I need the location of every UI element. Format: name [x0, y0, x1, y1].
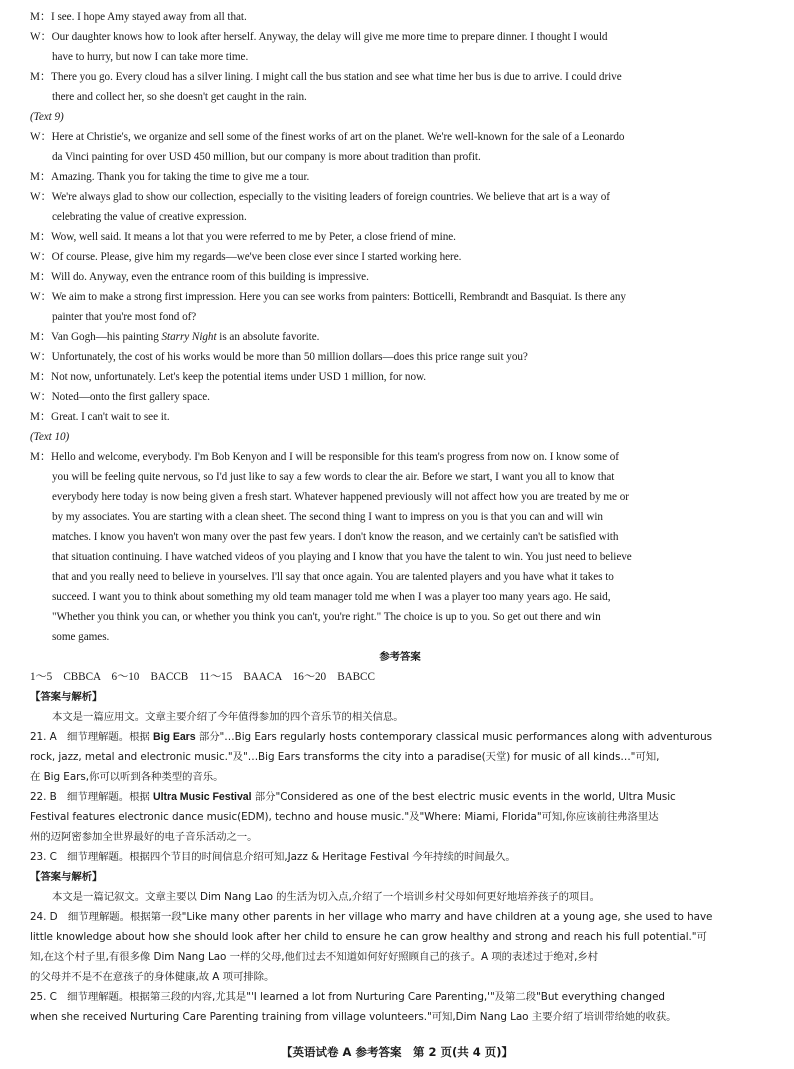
transcript-line: M：Not now, unfortunately. Let's keep the potential items under USD 1 million, for now.: [30, 371, 427, 383]
transcript-line: painter that you're most fond of?: [52, 311, 197, 323]
page-footer: 【英语试卷 A 参考答案 第 2 页(共 4 页)】: [281, 1045, 513, 1059]
monologue-line: you will be feeling quite nervous, so I'd just like to say a few words to clear the air. Before we start, I want you all to know that: [52, 471, 615, 483]
transcript-line: there and collect her, so she doesn't get caught in the rain.: [52, 91, 307, 103]
transcript-line: W：Here at Christie's, we organize and sell some of the finest works of art on the planet. We're well-known for the sale of a Leonardo: [30, 131, 625, 143]
section-tag: 【答案与解析】: [30, 871, 103, 883]
answer-keys: 1～5 CBBCA 6～10 BACCB 11～15 BAACA 16～20 BABCC: [30, 671, 375, 683]
explanation-line: 在 Big Ears,你可以听到各种类型的音乐。: [30, 771, 224, 783]
transcript-line: M：Great. I can't wait to see it.: [30, 411, 170, 423]
explanation-line: 24. D 细节理解题。根据第一段"Like many other parents in her village who marry and have children at a young age, she used to have: [30, 911, 713, 923]
question-text: 部分"Considered as one of the best electric music events in the world, Ultra Music: [251, 791, 676, 803]
explanation-line: 25. C 细节理解题。根据第三段的内容,尤其是"'I learned a lot from Nurturing Care Parenting,'"及第二段"But everything changed: [30, 991, 665, 1003]
keyword: Ultra Music Festival: [153, 791, 252, 803]
transcript-line: W：Noted—onto the first gallery space.: [30, 391, 210, 403]
monologue-line: that situation continuing. I have watched videos of you playing and I know that you have the talent to win. You just need to believe: [52, 551, 632, 563]
monologue-line: that and you really need to believe in yourselves. I'll say that once again. You are talented players and you have what it takes to: [52, 571, 614, 583]
monologue-line: matches. I know you haven't won many over the past few years. I don't know the reason, and we certainly can't be satisfied with: [52, 531, 619, 543]
explanation-line: [30, 787, 770, 807]
monologue-line: everybody here today is now being given a fresh start. Whatever happened previously will not affect how you are treated by me or: [52, 491, 629, 503]
transcript-line: W：Of course. Please, give him my regards—we've been close ever since I started working here.: [30, 251, 462, 263]
text-label: (Text 9): [30, 111, 64, 123]
monologue-line: succeed. I want you to think about something my old team manager told me when I was a player too many years ago. He said,: [52, 591, 611, 603]
explanation-line: 知,在这个村子里,有很多像 Dim Nang Lao 一样的父母,他们过去不知道如何好好照顾自己的孩子。A 项的表述过于绝对,乡村: [30, 951, 599, 963]
text-label: (Text 10): [30, 431, 70, 443]
explanation-line: little knowledge about how she should look after her child to ensure he can grow healthy and strong and reach his full potential."可: [30, 931, 707, 943]
transcript-line: M：Wow, well said. It means a lot that you were referred to me by Peter, a close friend of mine.: [30, 231, 456, 243]
explanation-line: Festival features electronic dance music(EDM), techno and house music."及"Where: Miami, Florida"可知,你应该前往弗洛里达: [30, 811, 659, 823]
painting-title: Starry Night: [161, 331, 217, 343]
question-text: 22. B 细节理解题。根据: [30, 791, 154, 803]
transcript-line: W：Our daughter knows how to look after herself. Anyway, the delay will give me more time to prepare dinner. I thought I would: [30, 31, 608, 43]
explanation-line: 州的迈阿密参加全世界最好的电子音乐活动之一。: [30, 831, 258, 843]
transcript-line: M：I see. I hope Amy stayed away from all that.: [30, 11, 247, 23]
keyword: Big Ears: [153, 731, 196, 743]
transcript-line: [30, 327, 770, 347]
monologue-line: by my associates. You are starting with a clean sheet. The second thing I want to impress on you is that you can and will win: [52, 511, 603, 523]
explanation-line: rock, jazz, metal and electronic music."及"…Big Ears transforms the city into a paradise(天堂) for music of all kinds…"可知,: [30, 751, 660, 763]
question-text: 部分"…Big Ears regularly hosts contemporary classical music performances along with adventurous: [195, 731, 713, 743]
section-intro: 本文是一篇记叙文。文章主要以 Dim Nang Lao 的生活为切入点,介绍了一个培训乡村父母如何更好地培养孩子的项目。: [52, 891, 600, 903]
transcript-line: W：Unfortunately, the cost of his works would be more than 50 million dollars—does this price range suit you?: [30, 351, 528, 363]
transcript-line: celebrating the value of creative expression.: [52, 211, 247, 223]
transcript-line: M：Amazing. Thank you for taking the time to give me a tour.: [30, 171, 310, 183]
section-tag: 【答案与解析】: [30, 691, 103, 703]
transcript-line: have to hurry, but now I can take more time.: [52, 51, 249, 63]
answers-heading: 参考答案: [379, 651, 421, 663]
section-intro: 本文是一篇应用文。文章主要介绍了今年值得参加的四个音乐节的相关信息。: [52, 711, 404, 723]
transcript-line: M：There you go. Every cloud has a silver lining. I might call the bus station and see what time her bus is due to arrive. I could drive: [30, 71, 622, 83]
speaker-text: is an absolute favorite.: [216, 331, 320, 343]
document-page: [30, 7, 770, 1027]
transcript-line: W：We're always glad to show our collection, especially to the visiting leaders of foreign countries. We believe that art is a way of: [30, 191, 610, 203]
speaker-text: M：Van Gogh—his painting: [30, 331, 162, 343]
explanation-line: 23. C 细节理解题。根据四个节目的时间信息介绍可知,Jazz & Heritage Festival 今年持续的时间最久。: [30, 851, 516, 863]
explanation-line: when she received Nurturing Care Parenting training from village volunteers."可知,Dim Nang Lao 主要介绍了培训带给她的收获。: [30, 1011, 677, 1023]
monologue-line: M：Hello and welcome, everybody. I'm Bob Kenyon and I will be responsible for this team's progress from now on. I know some of: [30, 451, 619, 463]
explanation-line: 的父母并不是不在意孩子的身体健康,故 A 项可排除。: [30, 971, 275, 983]
transcript-line: da Vinci painting for over USD 450 million, but our company is more about tradition than profit.: [52, 151, 481, 163]
monologue-line: "Whether you think you can, or whether you think you can't, you're right." The choice is up to you. So get out there and win: [52, 611, 601, 623]
question-text: 21. A 细节理解题。根据: [30, 731, 154, 743]
transcript-line: M：Will do. Anyway, even the entrance room of this building is impressive.: [30, 271, 369, 283]
transcript-line: W：We aim to make a strong first impression. Here you can see works from painters: Botticelli, Rembrandt and Basquiat. Is there any: [30, 291, 626, 303]
explanation-line: [30, 727, 770, 747]
monologue-line: some games.: [52, 631, 110, 643]
